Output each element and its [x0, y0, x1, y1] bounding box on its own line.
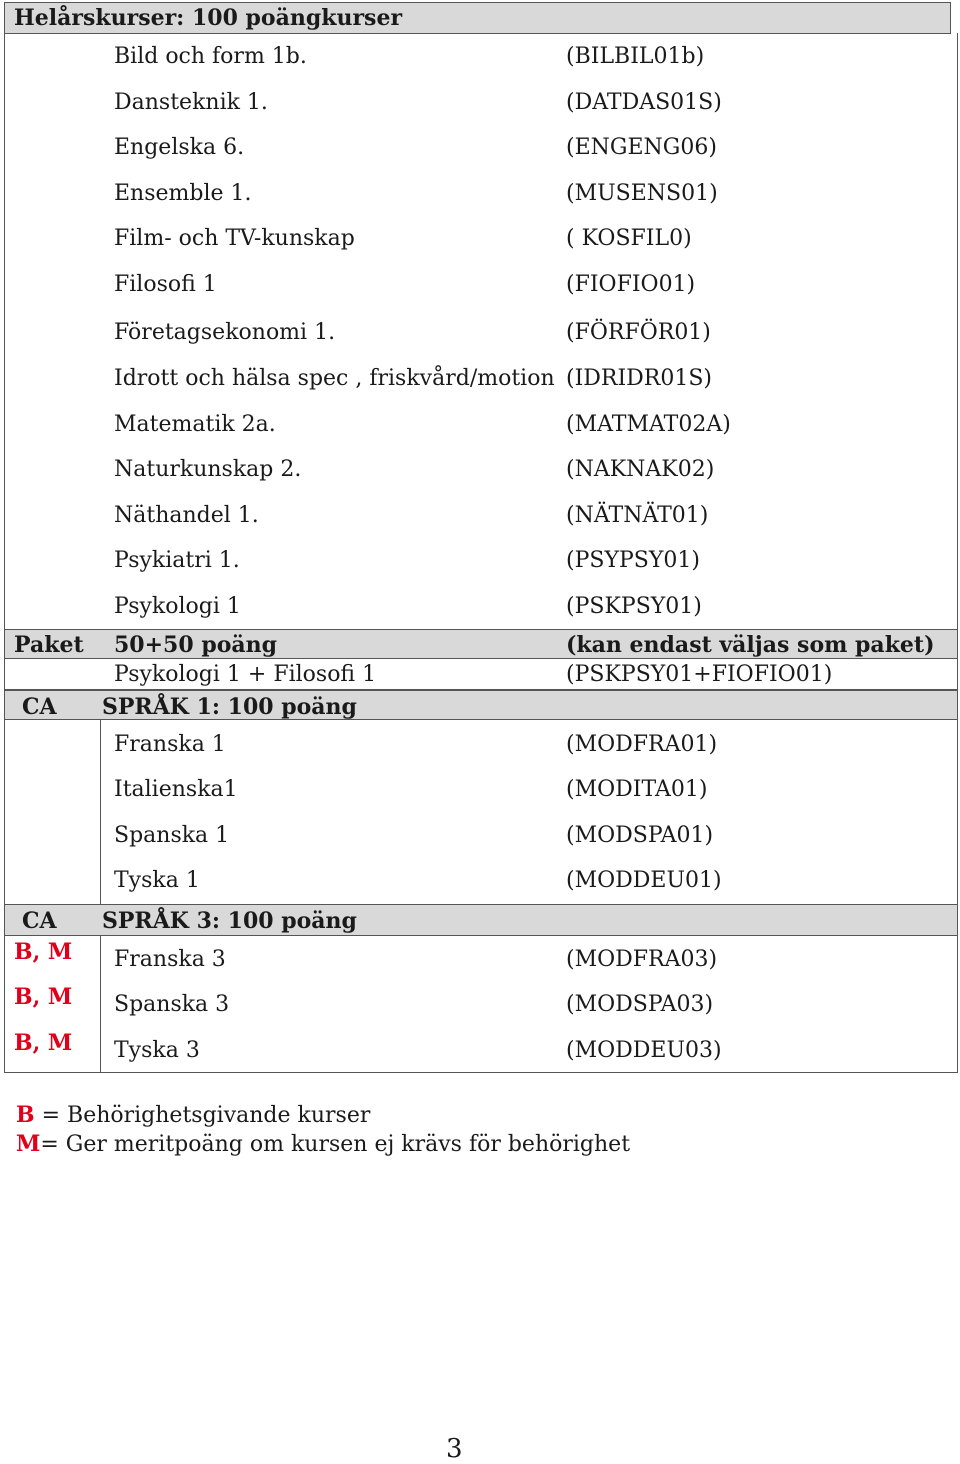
- sprak3-course-mark: B, M: [14, 939, 73, 965]
- sprak1-course-name: Italienska1: [114, 777, 238, 802]
- page-number: 3: [446, 1434, 463, 1464]
- course-code: (MATMAT02A): [566, 412, 731, 437]
- sprak1-title: SPRÅK 1: 100 poäng: [102, 694, 357, 720]
- course-code: (IDRIDR01S): [566, 366, 713, 391]
- course-code: (ENGENG06): [566, 135, 717, 160]
- legend-item-m: [16, 1131, 630, 1158]
- paket-title: 50+50 poäng: [114, 632, 278, 658]
- course-name: Matematik 2a.: [114, 412, 276, 437]
- course-name: Engelska 6.: [114, 135, 245, 160]
- course-name: Dansteknik 1.: [114, 90, 268, 115]
- sprak1-course-name: Tyska 1: [114, 868, 200, 893]
- course-code: (DATDAS01S): [566, 90, 722, 115]
- course-code: (BILBIL01b): [566, 44, 705, 69]
- sprak3-label: CA: [22, 908, 57, 934]
- legend-key-m: M: [16, 1131, 41, 1157]
- sprak1-col-divider: [100, 720, 101, 904]
- legend-item-b: [16, 1102, 370, 1129]
- sprak3-course-name: Tyska 3: [114, 1038, 200, 1063]
- course-name: Filosofi 1: [114, 272, 217, 297]
- sprak3-course-code: (MODSPA03): [566, 992, 714, 1017]
- course-name: Ensemble 1.: [114, 181, 252, 206]
- course-name: Bild och form 1b.: [114, 44, 307, 69]
- sprak1-course-name: Franska 1: [114, 732, 226, 757]
- course-code: (FIOFIO01): [566, 272, 696, 297]
- course-name: Naturkunskap 2.: [114, 457, 302, 482]
- sprak1-label: CA: [22, 694, 57, 720]
- paket-label: Paket: [14, 632, 84, 658]
- sprak3-course-code: (MODDEU03): [566, 1038, 722, 1063]
- course-code: (NAKNAK02): [566, 457, 715, 482]
- course-code: (NÄTNÄT01): [566, 503, 709, 528]
- course-name: Film- och TV-kunskap: [114, 226, 355, 251]
- course-code: ( KOSFIL0): [566, 226, 692, 251]
- paket-note: (kan endast väljas som paket): [566, 632, 935, 658]
- sprak1-course-code: (MODITA01): [566, 777, 708, 802]
- course-code: (MUSENS01): [566, 181, 718, 206]
- table-border-bottom: [4, 1072, 958, 1073]
- sprak1-course-name: Spanska 1: [114, 823, 230, 848]
- sprak1-course-code: (MODFRA01): [566, 732, 718, 757]
- sprak1-course-code: (MODDEU01): [566, 868, 722, 893]
- course-name: Psykiatri 1.: [114, 548, 240, 573]
- section-title: Helårskurser: 100 poängkurser: [14, 5, 403, 31]
- sprak3-course-mark: B, M: [14, 984, 73, 1010]
- course-name: Psykologi 1: [114, 594, 241, 619]
- sprak3-course-name: Spanska 3: [114, 992, 230, 1017]
- sprak3-course-mark: B, M: [14, 1030, 73, 1056]
- course-name: Idrott och hälsa spec , friskvård/motion: [114, 366, 555, 391]
- legend-text-b: = Behörighetsgivande kurser: [34, 1103, 371, 1128]
- sprak3-course-code: (MODFRA03): [566, 947, 718, 972]
- legend-key-b: B: [16, 1102, 35, 1128]
- course-code: (FÖRFÖR01): [566, 320, 711, 345]
- sprak3-title: SPRÅK 3: 100 poäng: [102, 908, 357, 934]
- sprak1-course-code: (MODSPA01): [566, 823, 714, 848]
- sprak3-col-divider: [100, 936, 101, 1073]
- course-name: Företagsekonomi 1.: [114, 320, 336, 345]
- legend-text-m: = Ger meritpoäng om kursen ej krävs för behörighet: [40, 1132, 631, 1157]
- course-code: (PSYPSY01): [566, 548, 700, 573]
- course-code: (PSKPSY01): [566, 594, 702, 619]
- course-name: Näthandel 1.: [114, 503, 259, 528]
- sprak3-course-name: Franska 3: [114, 947, 226, 972]
- paket-course: Psykologi 1 + Filosofi 1: [114, 662, 377, 687]
- paket-code: (PSKPSY01+FIOFIO01): [566, 662, 833, 687]
